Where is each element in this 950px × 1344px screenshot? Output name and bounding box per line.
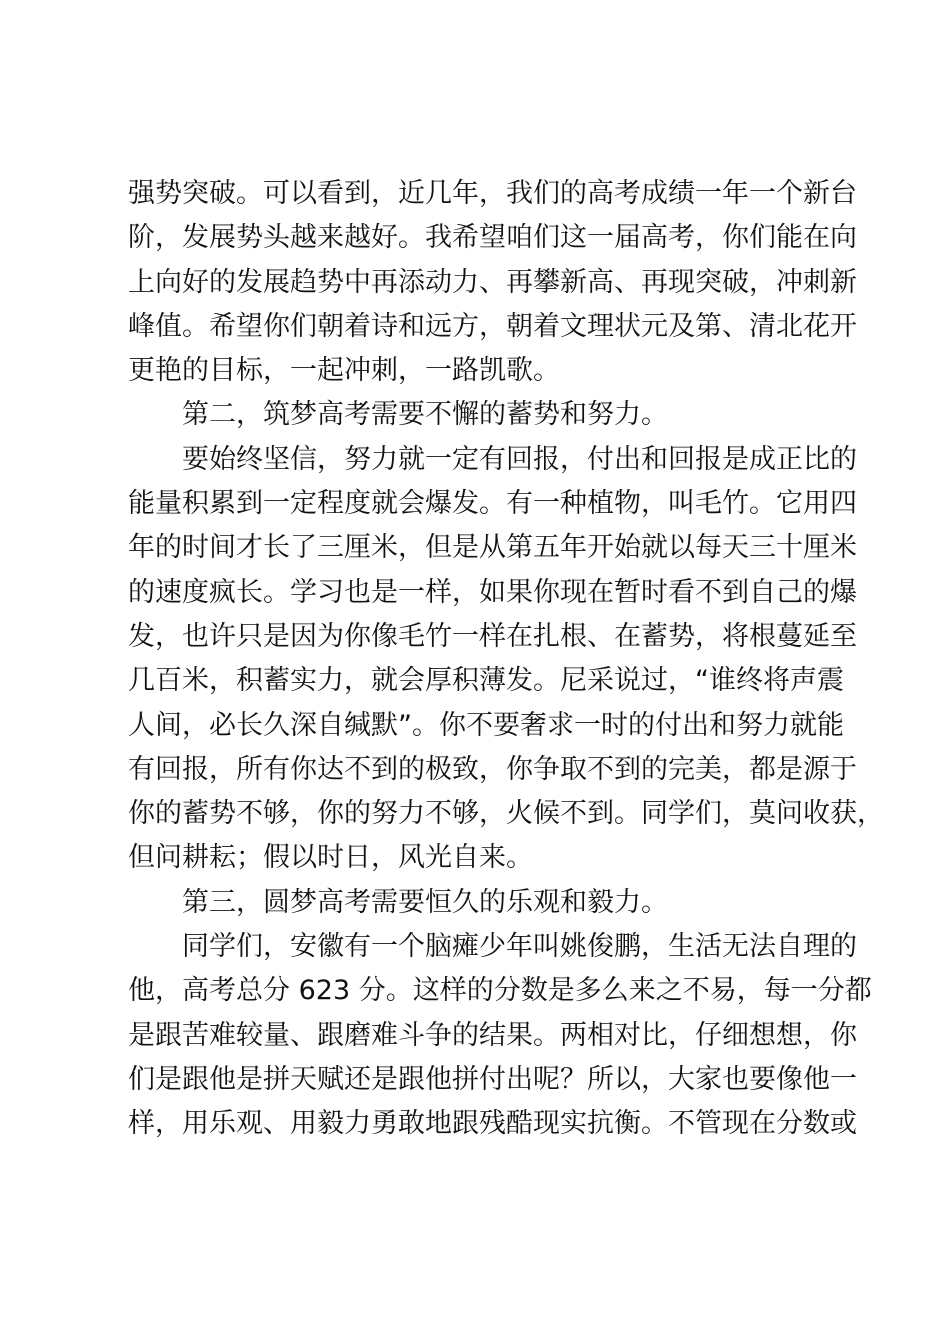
text-line: 峰值。希望你们朝着诗和远方，朝着文理状元及第、清北花开 bbox=[128, 310, 857, 342]
text-line: 同学们，安徽有一个脑瘫少年叫姚俊鹏，生活无法自理的 bbox=[182, 931, 857, 963]
text-line: 发，也许只是因为你像毛竹一样在扎根、在蓄势，将根蔓延至 bbox=[128, 620, 857, 652]
text-line: 第三，圆梦高考需要恒久的乐观和毅力。 bbox=[182, 886, 668, 918]
text-line: 能量积累到一定程度就会爆发。有一种植物，叫毛竹。它用四 bbox=[128, 488, 857, 520]
text-line: 有回报，所有你达不到的极致，你争取不到的完美，都是源于 bbox=[128, 753, 857, 785]
text-line: 阶，发展势头越来越好。我希望咱们这一届高考，你们能在向 bbox=[128, 222, 857, 254]
text-line: 的速度疯长。学习也是一样，如果你现在暂时看不到自己的爆 bbox=[128, 576, 857, 608]
text-line: 们是跟他是拼天赋还是跟他拼付出呢？所以，大家也要像他一 bbox=[128, 1063, 857, 1095]
text-line: 要始终坚信，努力就一定有回报，付出和回报是成正比的 bbox=[182, 443, 857, 475]
text-line: 样，用乐观、用毅力勇敢地跟残酷现实抗衡。不管现在分数或 bbox=[128, 1108, 857, 1140]
text-line: 更艳的目标，一起冲刺，一路凯歌。 bbox=[128, 355, 560, 387]
text-line: 第二，筑梦高考需要不懈的蓄势和努力。 bbox=[182, 399, 668, 431]
text-line: 人间，必长久深自缄默”。你不要奢求一时的付出和努力就能 bbox=[128, 709, 844, 741]
text-line: 你的蓄势不够，你的努力不够，火候不到。同学们，莫问收获， bbox=[128, 798, 884, 830]
text-line: 但问耕耘；假以时日，风光自来。 bbox=[128, 842, 533, 874]
text-line: 上向好的发展趋势中再添动力、再攀新高、再现突破，冲刺新 bbox=[128, 266, 857, 298]
text-line: 几百米，积蓄实力，就会厚积薄发。尼采说过，“谁终将声震 bbox=[128, 665, 844, 697]
text-line: 强势突破。可以看到，近几年，我们的高考成绩一年一个新台 bbox=[128, 178, 857, 209]
text-line: 是跟苦难较量、跟磨难斗争的结果。两相对比，仔细想想，你 bbox=[128, 1019, 857, 1051]
text-line: 他，高考总分 623 分。这样的分数是多么来之不易，每一分都 bbox=[128, 975, 872, 1007]
body-text bbox=[128, 172, 884, 1147]
text-line: 年的时间才长了三厘米，但是从第五年开始就以每天三十厘米 bbox=[128, 532, 857, 564]
